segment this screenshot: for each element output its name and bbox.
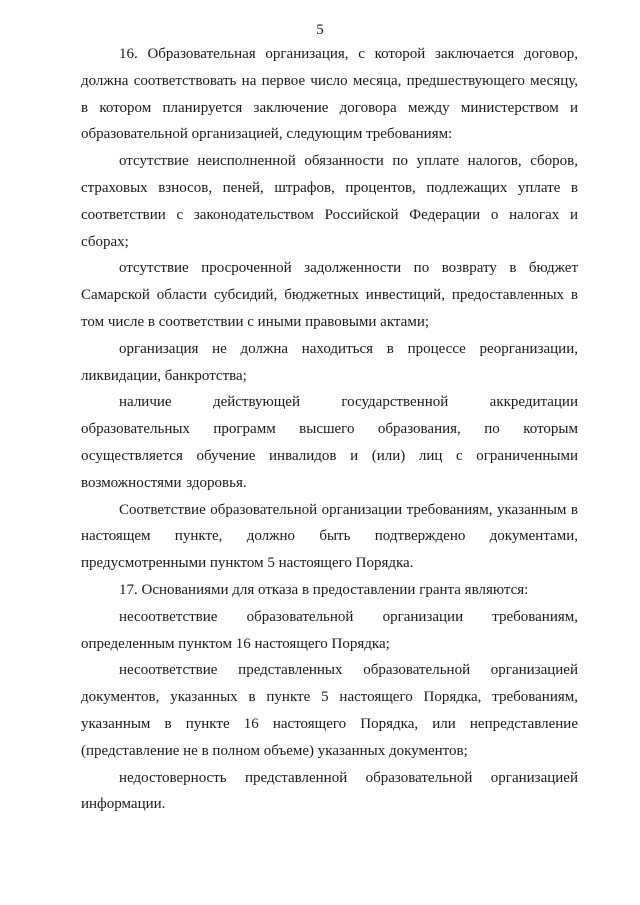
compliance-confirmation: Соответствие образовательной организации требованиям, указанным в настоящем пункте, должно быть подтверждено документами, предусмотренными пунктом 5 настоящего Порядка. [81, 501, 578, 572]
refusal-reason-false-information: недостоверность представленной образовательной организацией информации. [81, 769, 578, 813]
page-number: 5 [316, 22, 324, 38]
requirement-accreditation: наличие действующей государственной аккредитации образовательных программ высшего образования, по которым осуществляется обучение инвалидов и (или) лиц с ограниченными возможностями здоровья. [81, 394, 578, 491]
paragraph-17-intro: 17. Основаниями для отказа в предоставлении гранта являются: [119, 581, 529, 598]
requirement-no-reorganization: организация не должна находиться в процессе реорганизации, ликвидации, банкротства; [81, 340, 578, 384]
document-body [81, 41, 578, 818]
refusal-reason-noncompliance: несоответствие образовательной организации требованиям, определенным пунктом 16 настоящего Порядка; [81, 608, 578, 652]
requirement-no-overdue-debt: отсутствие просроченной задолженности по возврату в бюджет Самарской области субсидий, бюджетных инвестиций, предоставленных в том числе в соответствии с иными правовыми актами; [81, 260, 578, 330]
requirement-no-tax-debt: отсутствие неисполненной обязанности по уплате налогов, сборов, страховых взносов, пеней, штрафов, процентов, подлежащих уплате в соответствии с законодательством Российской Федерации о налогах и сборах; [81, 153, 578, 250]
refusal-reason-documents: несоответствие представленных образовательной организацией документов, указанных в пункте 5 настоящего Порядка, требованиям, указанным в пункте 16 настоящего Порядка, или непредставление (представление не в полном объеме) указанных документов; [81, 662, 578, 759]
paragraph-16-intro: 16. Образовательная организация, с которой заключается договор, должна соответствовать на первое число месяца, предшествующего месяцу, в котором планируется заключение договора между министерством и образовательной организацией, следующим требованиям: [81, 46, 578, 143]
